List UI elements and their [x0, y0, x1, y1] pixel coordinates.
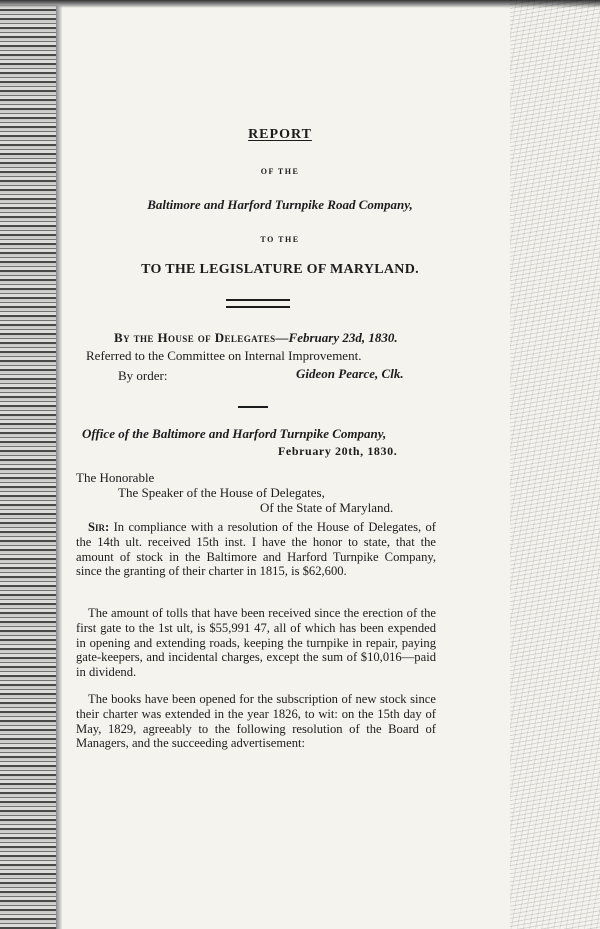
single-rule-divider — [238, 406, 268, 408]
office-line: Office of the Baltimore and Harford Turnpike Company, — [82, 426, 387, 441]
double-rule-divider — [226, 299, 290, 308]
paragraph-1-text: In compliance with a resolution of the House of Delegates, of the 14th ult. received 15th inst. I have the honor to state, that the amount of stock in the Baltimore and Harford Turnpike Company, since the granting of their charter in 1815, is $62,600. — [76, 520, 436, 579]
company-name: Baltimore and Harford Turnpike Road Company, — [147, 197, 413, 212]
sir-lead: Sir: — [88, 520, 110, 534]
report-title: REPORT — [248, 127, 312, 142]
paragraph-2: The amount of tolls that have been received since the erection of the first gate to the 1st ult, is $55,991 47, all of which has been expended in opening and extending roads, keeping the turnpike in repair, paying gate-keepers, and incidental charges, except the sum of $10,016—paid in dividend. — [76, 606, 436, 680]
of-the-label: OF THE — [260, 167, 300, 176]
book-binding-edge — [0, 0, 58, 929]
salutation-line-1: The Honorable — [76, 470, 155, 485]
salutation-line-2: The Speaker of the House of Delegates, — [118, 485, 325, 500]
house-of-delegates-line — [114, 330, 398, 346]
binding-shadow — [56, 0, 62, 929]
clerk-signature: Gideon Pearce, Clk. — [296, 366, 404, 381]
referred-line: Referred to the Committee on Internal Improvement. — [86, 348, 362, 363]
addressee-heading: TO THE LEGISLATURE OF MARYLAND. — [141, 262, 419, 277]
bleed-through-margin — [510, 0, 600, 929]
by-order-label: By order: — [118, 368, 168, 383]
paragraph-1 — [76, 520, 436, 579]
letter-date: February 20th, 1830. — [278, 444, 398, 458]
salutation-line-3: Of the State of Maryland. — [260, 500, 394, 515]
paragraph-3: The books have been opened for the subscription of new stock since their charter was extended in the year 1826, to wit: on the 15th day of May, 1829, agreeably to the following resolution of the Board of Managers, and the succeeding advertisement: — [76, 692, 436, 751]
to-the-label: TO THE — [260, 235, 300, 244]
house-date: —February 23d, 1830. — [275, 330, 398, 345]
house-prefix: By the House of Delegates — [114, 330, 276, 345]
